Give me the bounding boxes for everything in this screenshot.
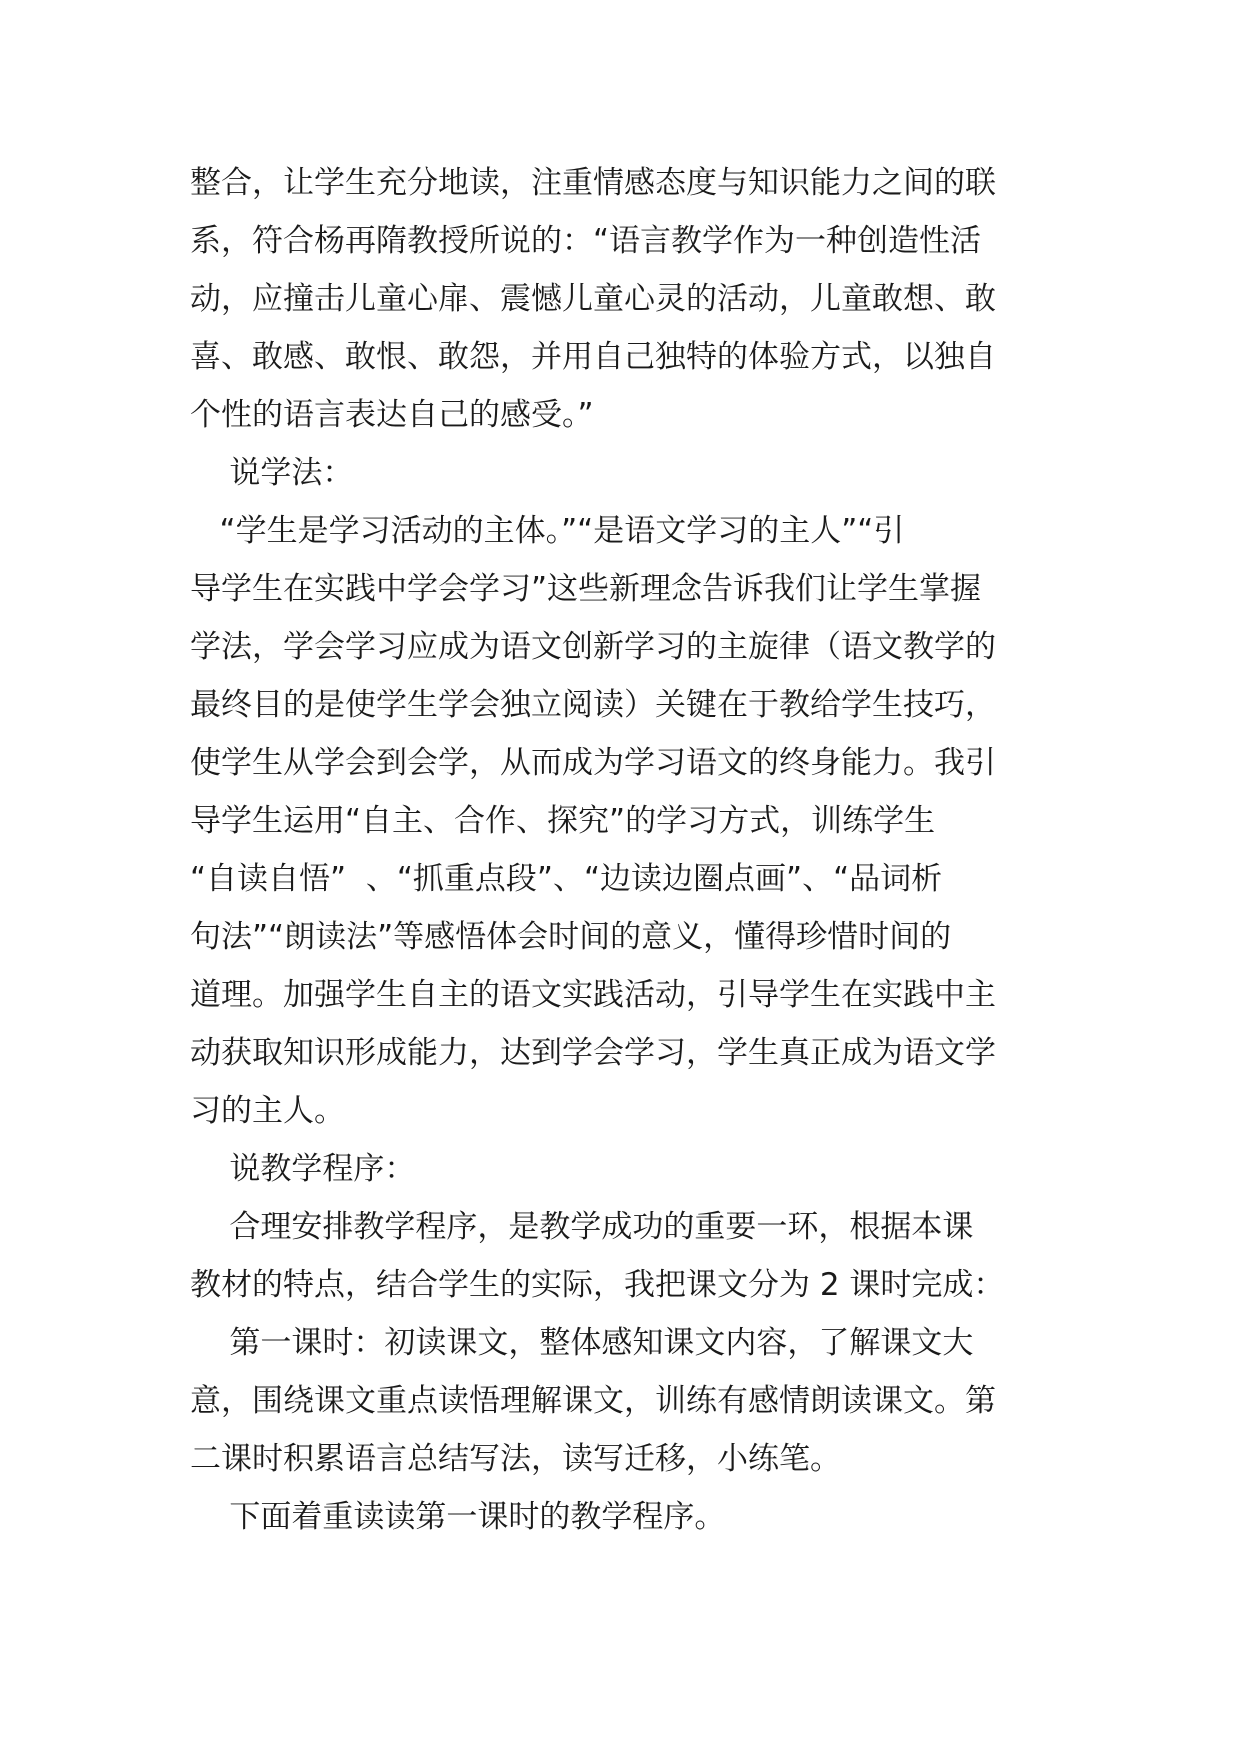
- section-heading-teaching-procedure: 说教学程序：: [190, 1151, 416, 1187]
- text-line: 个性的语言表达自己的感受。”: [190, 397, 594, 433]
- text-line: “学生是学习活动的主体。”“是语文学习的主人”“引: [190, 513, 905, 549]
- text-line: 动获取知识形成能力，达到学会学习，学生真正成为语文学: [190, 1035, 996, 1071]
- text-line: 学法，学会学习应成为语文创新学习的主旋律（语文教学的: [190, 629, 996, 665]
- text-line: 动，应撞击儿童心扉、震憾儿童心灵的活动，儿童敢想、敢: [190, 281, 996, 317]
- text-line: 道理。加强学生自主的语文实践活动，引导学生在实践中主: [190, 977, 996, 1013]
- text-line: 喜、敢感、敢恨、敢怨，并用自己独特的体验方式，以独自: [190, 339, 996, 375]
- text-line: 合理安排教学程序，是教学成功的重要一环，根据本课: [190, 1209, 974, 1245]
- text-line: 下面着重读读第一课时的教学程序。: [190, 1499, 726, 1535]
- text-line: 导学生在实践中学会学习”这些新理念告诉我们让学生掌握: [190, 571, 982, 607]
- text-line: 使学生从学会到会学，从而成为学习语文的终身能力。我引: [190, 745, 996, 781]
- text-line: 导学生运用“自主、合作、探究”的学习方式，训练学生: [190, 803, 936, 839]
- text-line: 句法”“朗读法”等感悟体会时间的意义，懂得珍惜时间的: [190, 919, 952, 955]
- text-line: 第一课时：初读课文，整体感知课文内容，了解课文大: [190, 1325, 974, 1361]
- section-heading-learning-method: 说学法：: [190, 455, 354, 491]
- text-line: 习的主人。: [190, 1093, 345, 1129]
- text-line: 最终目的是使学生学会独立阅读）关键在于教给学生技巧，: [190, 687, 996, 723]
- document-body: [190, 154, 1050, 1546]
- text-line: 教材的特点，结合学生的实际，我把课文分为 2 课时完成：: [190, 1267, 1005, 1303]
- text-line: “自读自悟” 、“抓重点段”、“边读边圈点画”、“品词析: [190, 861, 943, 897]
- text-line: 系，符合杨再隋教授所说的：“语言教学作为一种创造性活: [190, 223, 982, 259]
- text-line: 整合，让学生充分地读，注重情感态度与知识能力之间的联: [190, 165, 996, 201]
- text-line: 意，围绕课文重点读悟理解课文，训练有感情朗读课文。第: [190, 1383, 996, 1419]
- text-line: 二课时积累语言总结写法，读写迁移，小练笔。: [190, 1441, 841, 1477]
